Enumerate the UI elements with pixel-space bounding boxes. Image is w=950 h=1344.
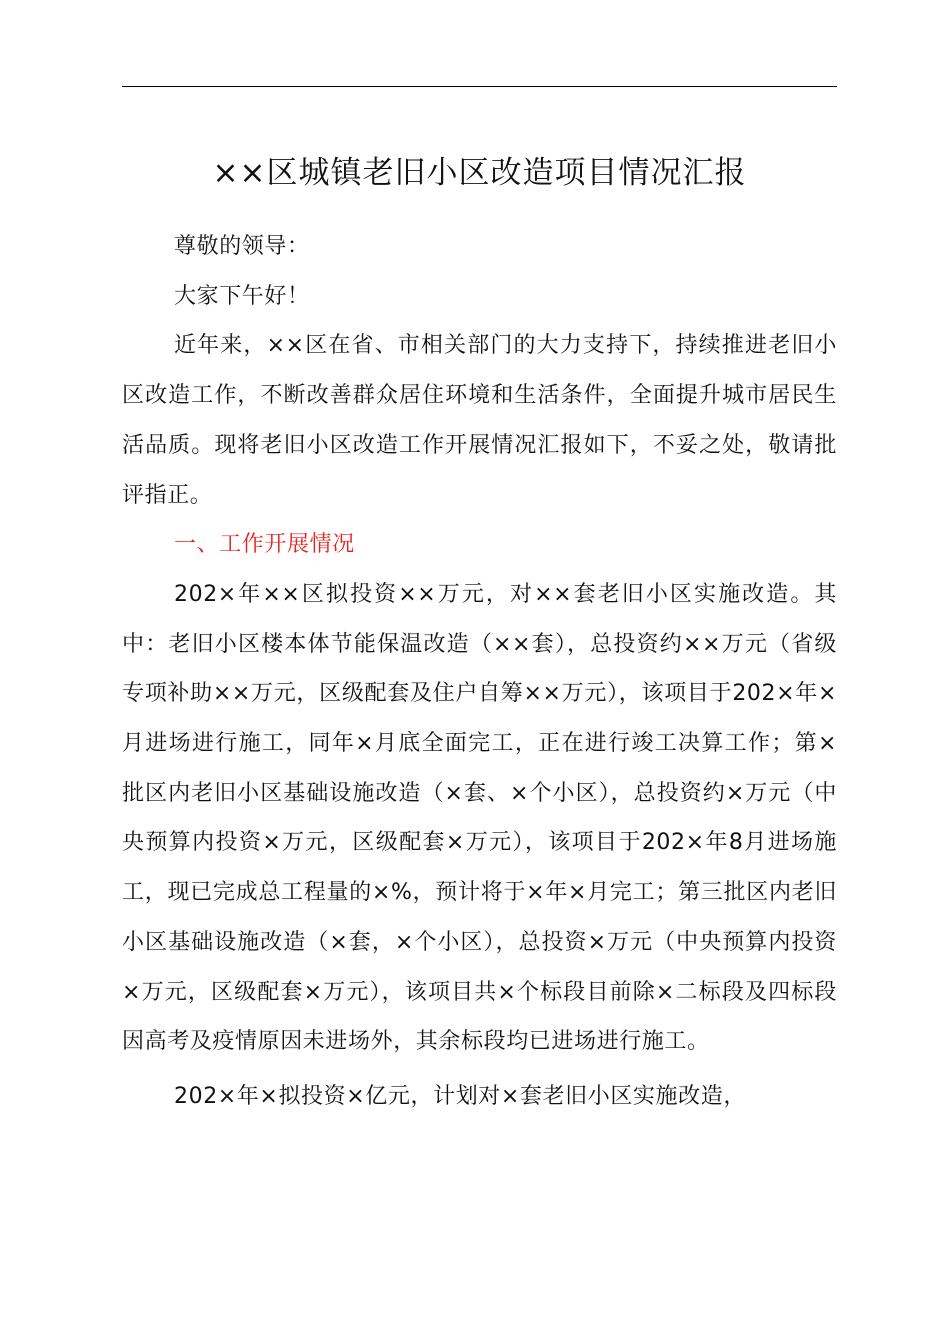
- body-paragraph: 202×年×拟投资×亿元，计划对×套老旧小区实施改造，: [174, 1083, 746, 1109]
- document-body: [122, 222, 837, 1122]
- document-title: ××区城镇老旧小区改造项目情况汇报: [212, 155, 747, 191]
- intro-paragraph: 近年来，××区在省、市相关部门的大力支持下，持续推进老旧小区改造工作，不断改善群众居住环境和生活条件，全面提升城市居民生活品质。现将老旧小区改造工作开展情况汇报如下，不妥之处，敬请批评指正。: [122, 333, 837, 508]
- header-rule: [122, 86, 837, 87]
- salutation: 尊敬的领导：: [174, 234, 310, 259]
- greeting: 大家下午好！: [174, 283, 310, 309]
- body-paragraph: 202×年××区拟投资××万元，对××套老旧小区实施改造。其中：老旧小区楼本体节能保温改造（××套），总投资约××万元（省级专项补助××万元，区级配套及住户自筹××万元），该项目于202×年×月进场进行施工，同年×月底全面完工，正在进行竣工决算工作；第×批区内老旧小区基础设施改造（×套、×个小区），总投资约×万元（中央预算内投资×万元，区级配套×万元），该项目于202×年8月进场施工，现已完成总工程量的×%，预计将于×年×月完工；第三批区内老旧小区基础设施改造（×套，×个小区），总投资×万元（中央预算内投资×万元，区级配套×万元），该项目共×个标段目前除×二标段及四标段因高考及疫情原因未进场外，其余标段均已进场进行施工。: [122, 581, 837, 1055]
- section-heading-work-progress: 一、工作开展情况: [174, 532, 355, 558]
